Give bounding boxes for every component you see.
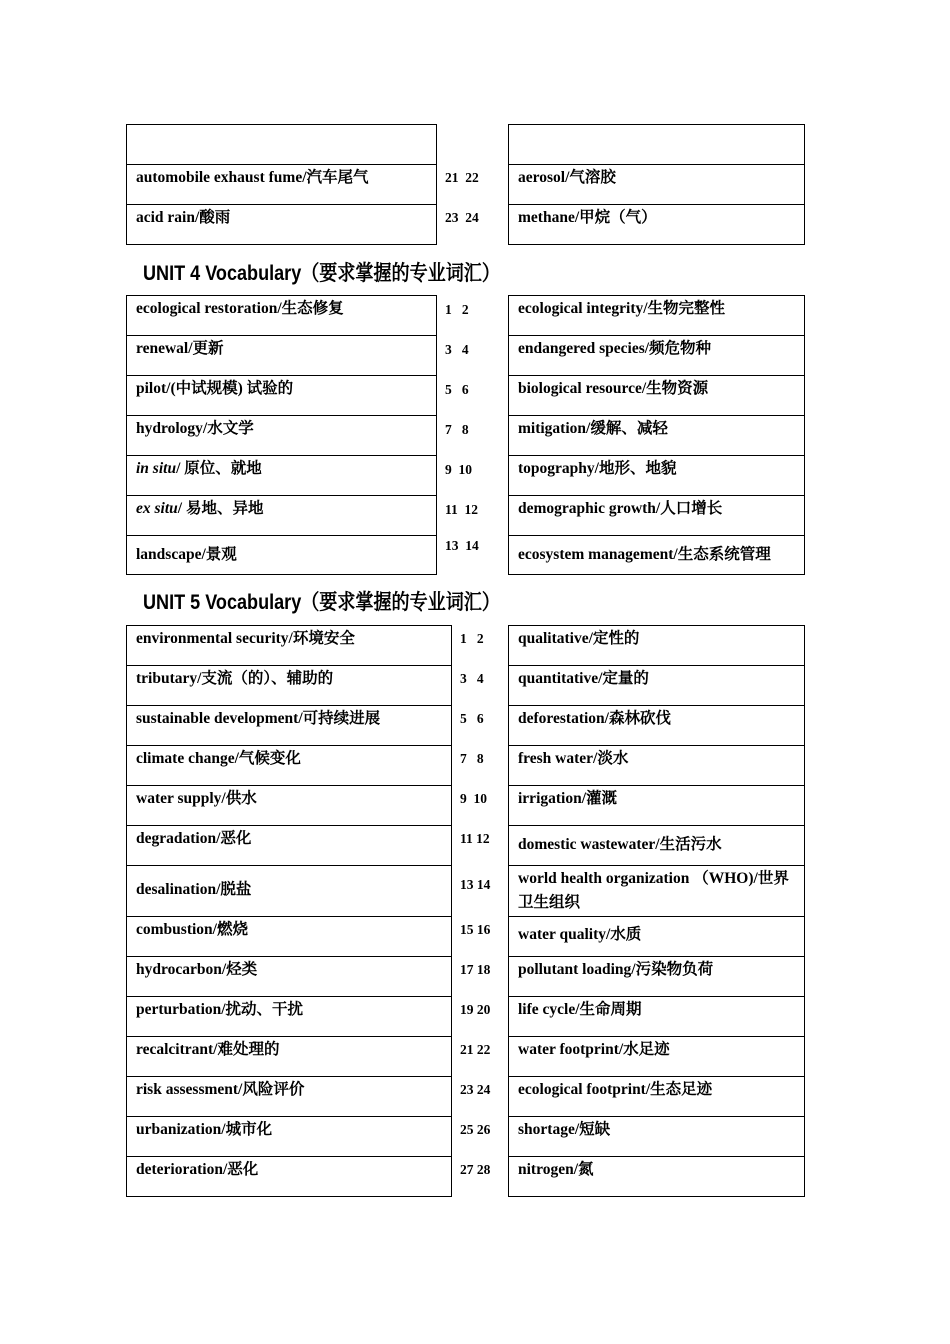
vocab-cell-left: hydrocarbon/烃类: [126, 956, 452, 997]
vocab-number: 23 24: [445, 210, 479, 225]
vocab-number: 5 6: [445, 382, 469, 397]
vocab-number: 27 28: [460, 1162, 491, 1177]
vocab-cell-right: world health organization （WHO)/世界卫生组织: [508, 865, 805, 917]
vocab-number: 17 18: [460, 962, 491, 977]
vocab-cell-left: urbanization/城市化: [126, 1116, 452, 1157]
vocab-cell-right: mitigation/缓解、减轻: [508, 415, 805, 456]
vocab-cell-left: desalination/脱盐: [126, 865, 452, 917]
vocab-cell-left: deterioration/恶化: [126, 1156, 452, 1197]
vocab-cell-right: ecosystem management/生态系统管理: [508, 535, 805, 575]
vocab-cell-left: sustainable development/可持续进展: [126, 705, 452, 746]
vocab-cell-right: ecological footprint/生态足迹: [508, 1076, 805, 1117]
vocab-term-rest: / 易地、异地: [177, 500, 264, 517]
vocab-cell-left: environmental security/环境安全: [126, 625, 452, 666]
vocab-number: 21 22: [460, 1042, 491, 1057]
vocab-cell-left: pilot/(中试规模) 试验的: [126, 375, 437, 416]
vocab-cell-right: deforestation/森林砍伐: [508, 705, 805, 746]
vocab-cell-right: shortage/短缺: [508, 1116, 805, 1157]
vocab-cell-left: risk assessment/风险评价: [126, 1076, 452, 1117]
vocab-number: 7 8: [445, 422, 469, 437]
vocab-number: 9 10: [445, 462, 472, 477]
vocab-number: 13 14: [460, 877, 491, 892]
vocab-cell-right: nitrogen/氮: [508, 1156, 805, 1197]
vocab-cell-left: recalcitrant/难处理的: [126, 1036, 452, 1077]
vocab-cell-right: life cycle/生命周期: [508, 996, 805, 1037]
vocab-cell-left: [126, 495, 437, 536]
vocab-number: 5 6: [460, 711, 484, 726]
vocab-cell-left: ecological restoration/生态修复: [126, 295, 437, 336]
vocab-cell-left: automobile exhaust fume/汽车尾气: [126, 164, 437, 205]
unit4-heading: UNIT 4 Vocabulary（要求掌握的专业词汇）: [143, 262, 500, 285]
vocab-number: [445, 124, 505, 165]
vocab-cell-right: quantitative/定量的: [508, 665, 805, 706]
vocab-cell-left: combustion/燃烧: [126, 916, 452, 957]
vocab-number: 25 26: [460, 1122, 491, 1137]
vocab-number: 9 10: [460, 791, 487, 806]
vocab-number: 3 4: [445, 342, 469, 357]
vocab-cell-right: water quality/水质: [508, 916, 805, 957]
vocab-cell-left: renewal/更新: [126, 335, 437, 376]
vocab-cell-left: [126, 455, 437, 496]
vocab-cell-right: biological resource/生物资源: [508, 375, 805, 416]
vocab-cell-right: fresh water/淡水: [508, 745, 805, 786]
vocab-term-italic: in situ: [136, 460, 177, 477]
vocab-number: 1 2: [445, 302, 469, 317]
vocab-cell-left: [126, 124, 437, 165]
vocab-cell-right: demographic growth/人口增长: [508, 495, 805, 536]
vocab-number: 1 2: [460, 631, 484, 646]
vocab-number: 21 22: [445, 170, 479, 185]
vocab-cell-right: [508, 124, 805, 165]
vocab-cell-right: pollutant loading/污染物负荷: [508, 956, 805, 997]
vocab-number: 11 12: [445, 502, 479, 517]
vocab-cell-right: aerosol/气溶胶: [508, 164, 805, 205]
vocab-cell-left: perturbation/扰动、干扰: [126, 996, 452, 1037]
vocab-cell-left: degradation/恶化: [126, 825, 452, 866]
vocab-cell-right: endangered species/频危物种: [508, 335, 805, 376]
vocab-cell-right: methane/甲烷（气）: [508, 204, 805, 245]
vocab-number: 23 24: [460, 1082, 491, 1097]
vocab-cell-right: irrigation/灌溉: [508, 785, 805, 826]
vocab-term-italic: ex situ: [136, 500, 178, 517]
vocab-number: 13 14: [445, 538, 479, 553]
vocab-cell-right: ecological integrity/生物完整性: [508, 295, 805, 336]
vocab-cell-right: qualitative/定性的: [508, 625, 805, 666]
vocab-cell-right: water footprint/水足迹: [508, 1036, 805, 1077]
vocab-number: 11 12: [460, 831, 490, 846]
vocab-cell-right: domestic wastewater/生活污水: [508, 825, 805, 866]
vocab-cell-left: water supply/供水: [126, 785, 452, 826]
vocab-term-rest: / 原位、就地: [176, 460, 262, 477]
vocab-number: 15 16: [460, 922, 491, 937]
vocab-cell-left: climate change/气候变化: [126, 745, 452, 786]
vocab-cell-left: tributary/支流（的）、辅助的: [126, 665, 452, 706]
vocab-cell-left: landscape/景观: [126, 535, 437, 575]
vocab-cell-right: topography/地形、地貌: [508, 455, 805, 496]
unit5-heading: UNIT 5 Vocabulary（要求掌握的专业词汇）: [143, 591, 500, 614]
vocab-cell-left: acid rain/酸雨: [126, 204, 437, 245]
vocab-number: 7 8: [460, 751, 484, 766]
vocab-cell-left: hydrology/水文学: [126, 415, 437, 456]
vocab-number: 3 4: [460, 671, 484, 686]
vocab-number: 19 20: [460, 1002, 491, 1017]
